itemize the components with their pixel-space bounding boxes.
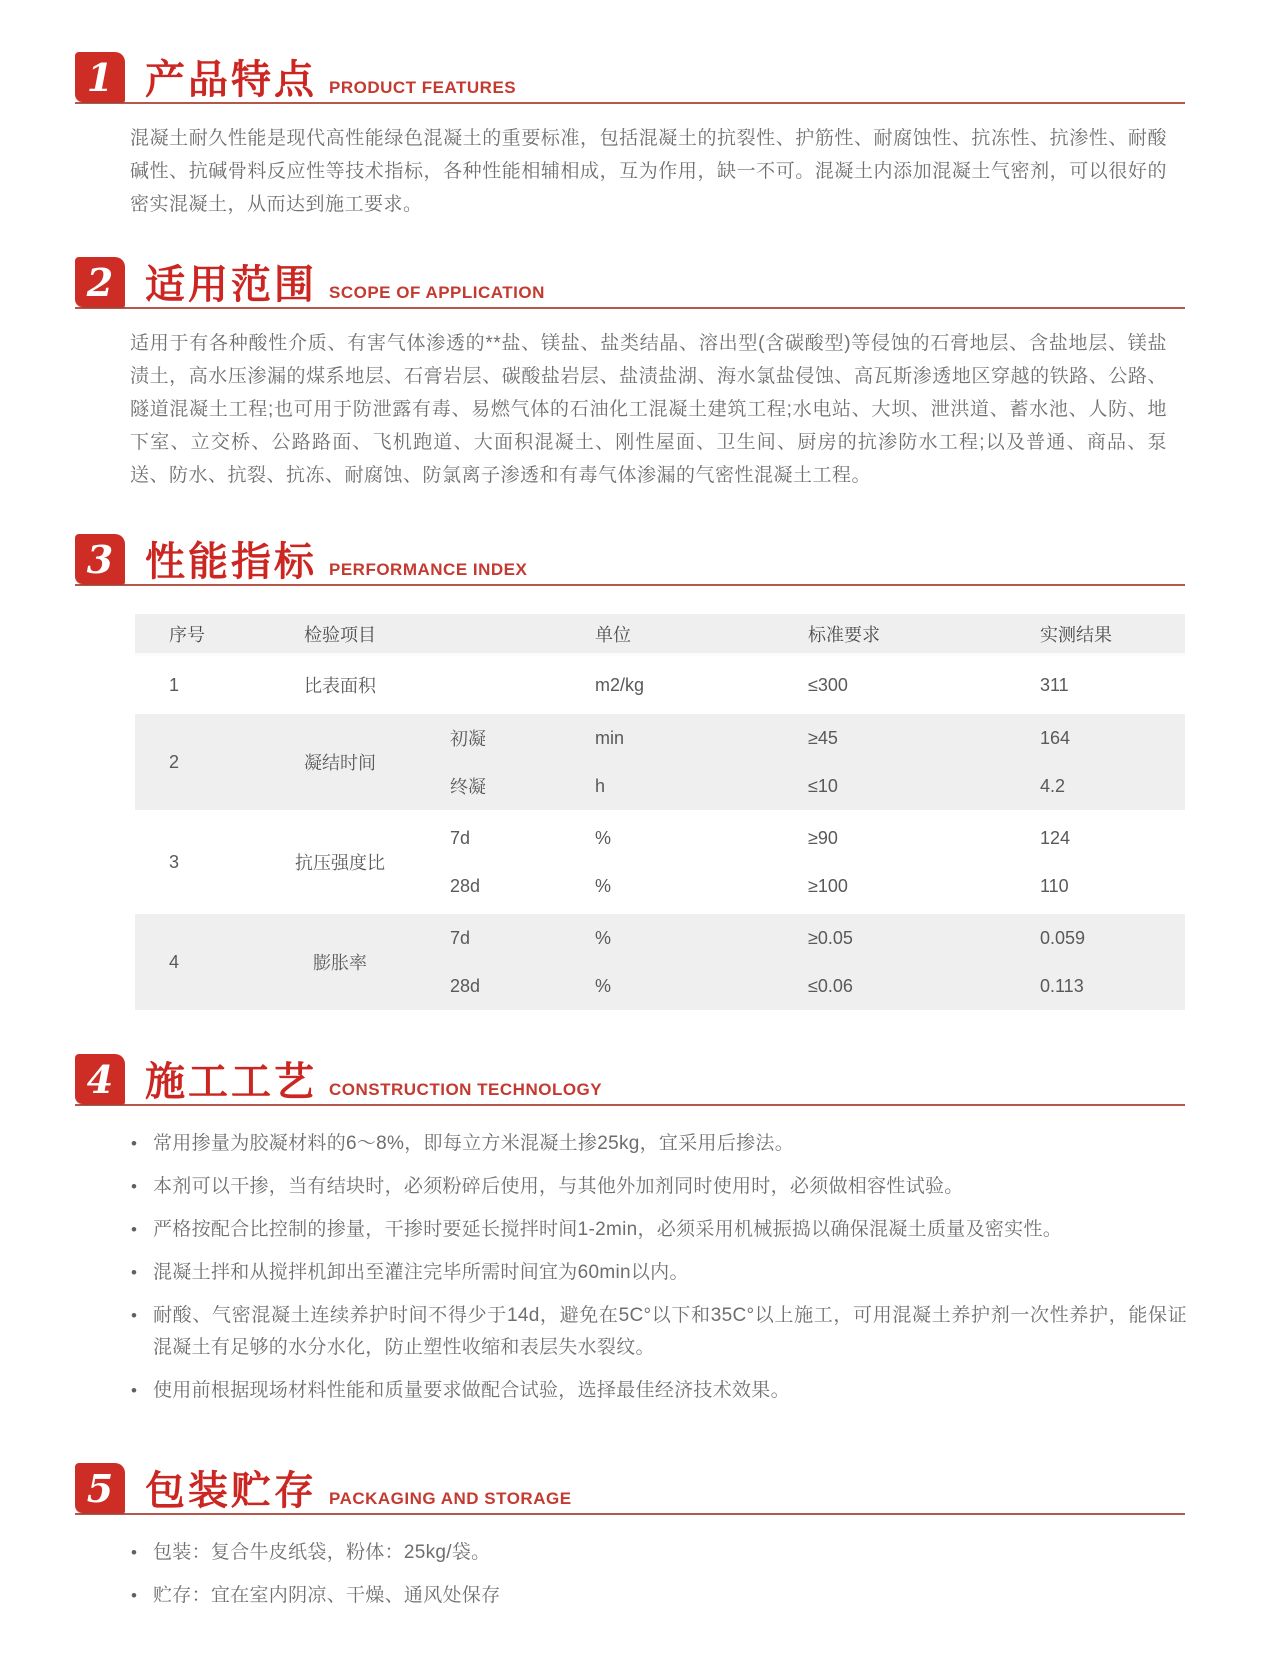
packaging-bullet-list <box>131 1537 1187 1612</box>
construction-bullet-list <box>131 1128 1187 1407</box>
cell-result: 110 <box>1040 875 1069 896</box>
list-item: • 本剂可以干掺，当有结块时，必须粉碎后使用，与其他外加剂同时使用时，必须做相容性试验。 <box>131 1171 1187 1203</box>
section-title-zh: 性能指标 <box>145 540 317 584</box>
col-header-no: 序号 <box>169 624 205 645</box>
bullet-icon: • <box>131 1586 138 1605</box>
section-title-en: PRODUCT FEATURES <box>329 78 517 97</box>
bullet-icon: • <box>131 1306 138 1325</box>
cell-no: 4 <box>169 951 180 972</box>
list-item: • 耐酸、气密混凝土连续养护时间不得少于14d，避免在5C°以下和35C°以上施工，可用混凝土养护剂一次性养护，能保证混凝土有足够的水分水化，防止塑性收缩和表层失水裂纹。 <box>131 1300 1187 1364</box>
col-header-unit: 单位 <box>595 624 631 645</box>
cell-unit: % <box>595 875 612 896</box>
bullet-icon: • <box>131 1381 138 1400</box>
cell-result: 0.113 <box>1040 975 1084 996</box>
cell-standard: ≤10 <box>808 775 838 796</box>
section-construction-technology <box>75 1054 1185 1407</box>
section-title-zh: 适用范围 <box>145 263 317 307</box>
cell-standard: ≤300 <box>808 674 848 695</box>
cell-sub: 7d <box>450 927 471 948</box>
section-title-en: CONSTRUCTION TECHNOLOGY <box>329 1080 603 1099</box>
section-title-en: PERFORMANCE INDEX <box>329 560 528 579</box>
table-row <box>135 914 1185 1010</box>
list-item: • 混凝土拌和从搅拌机卸出至灌注完毕所需时间宜为60min以内。 <box>131 1257 1187 1289</box>
section-scope-of-application <box>75 257 1185 492</box>
section-title-zh: 产品特点 <box>145 58 317 102</box>
table-row <box>135 814 1185 910</box>
bullet-icon: • <box>131 1263 138 1282</box>
section-paragraph: 混凝土耐久性能是现代高性能绿色混凝土的重要标准，包括混凝土的抗裂性、护筋性、耐腐蚀性、抗冻性、抗渗性、耐酸碱性、抗碱骨料反应性等技术指标，各种性能相辅相成，互为作用，缺一不可。混凝土内添加混凝土气密剂，可以很好的密实混凝土，从而达到施工要求。 <box>130 128 1167 215</box>
cell-no: 3 <box>169 851 180 872</box>
bullet-icon: • <box>131 1220 138 1239</box>
col-header-result: 实测结果 <box>1040 624 1112 645</box>
col-header-item: 检验项目 <box>304 624 376 645</box>
performance-table <box>135 614 1185 1010</box>
cell-item: 凝结时间 <box>304 753 376 773</box>
cell-sub: 28d <box>450 975 481 996</box>
section-number-badge: 5 <box>75 1463 125 1513</box>
cell-unit: min <box>595 727 625 748</box>
cell-item: 抗压强度比 <box>295 853 385 873</box>
section-header <box>75 534 1185 586</box>
section-header <box>75 1463 1185 1515</box>
section-product-features <box>75 52 1185 221</box>
table-row <box>135 714 1185 810</box>
list-item: • 包装：复合牛皮纸袋，粉体：25kg/袋。 <box>131 1537 1187 1569</box>
section-title-en: PACKAGING AND STORAGE <box>329 1489 572 1508</box>
section-header <box>75 257 1185 309</box>
section-number-badge: 3 <box>75 534 125 584</box>
bullet-icon: • <box>131 1177 138 1196</box>
cell-sub: 初凝 <box>450 729 486 749</box>
section-number-badge: 4 <box>75 1054 125 1104</box>
list-item: • 使用前根据现场材料性能和质量要求做配合试验，选择最佳经济技术效果。 <box>131 1375 1187 1407</box>
cell-sub: 终凝 <box>450 777 486 797</box>
cell-result: 0.059 <box>1040 927 1086 948</box>
cell-unit: % <box>595 827 612 848</box>
cell-result: 164 <box>1040 727 1071 748</box>
section-header <box>75 52 1185 104</box>
cell-standard: ≥0.05 <box>808 927 853 948</box>
list-item: • 贮存：宜在室内阴凉、干燥、通风处保存 <box>131 1580 1187 1612</box>
section-performance-index <box>75 534 1185 1010</box>
section-number-badge: 1 <box>75 52 125 102</box>
cell-unit: m2/kg <box>595 674 645 695</box>
list-item: • 严格按配合比控制的掺量，干掺时要延长搅拌时间1-2min，必须采用机械振捣以确保混凝土质量及密实性。 <box>131 1214 1187 1246</box>
cell-item: 比表面积 <box>304 676 376 696</box>
cell-result: 124 <box>1040 827 1071 848</box>
list-item: • 常用掺量为胶凝材料的6～8%，即每立方米混凝土掺25kg，宜采用后掺法。 <box>131 1128 1187 1160</box>
section-number-badge: 2 <box>75 257 125 307</box>
cell-no: 1 <box>169 674 180 695</box>
section-title-zh: 施工工艺 <box>145 1060 317 1104</box>
section-title-en: SCOPE OF APPLICATION <box>329 283 545 302</box>
cell-standard: ≤0.06 <box>808 975 853 996</box>
section-header <box>75 1054 1185 1106</box>
cell-standard: ≥90 <box>808 827 838 848</box>
cell-standard: ≥45 <box>808 727 838 748</box>
cell-item: 膨胀率 <box>313 953 367 973</box>
bullet-icon: • <box>131 1134 138 1153</box>
section-packaging-storage <box>75 1463 1185 1612</box>
section-paragraph: 适用于有各种酸性介质、有害气体渗透的**盐、镁盐、盐类结晶、溶出型(含碳酸型)等侵蚀的石膏地层、含盐地层、镁盐渍土，高水压渗漏的煤系地层、石膏岩层、碳酸盐岩层、盐渍盐湖、海水氯盐侵蚀、高瓦斯渗透地区穿越的铁路、公路、隧道混凝土工程;也可用于防泄露有毒、易燃气体的石油化工混凝土建筑工程;水电站、大坝、泄洪道、蓄水池、人防、地下室、立交桥、公路路面、飞机跑道、大面积混凝土、刚性屋面、卫生间、厨房的抗渗防水工程;以及普通、商品、泵送、防水、抗裂、抗冻、耐腐蚀、防氯离子渗透和有毒气体渗漏的气密性混凝土工程。 <box>130 333 1167 486</box>
bullet-icon: • <box>131 1543 138 1562</box>
cell-sub: 28d <box>450 875 481 896</box>
cell-unit: % <box>595 975 612 996</box>
cell-result: 4.2 <box>1040 775 1066 796</box>
cell-no: 2 <box>169 751 180 772</box>
cell-unit: h <box>595 775 606 796</box>
cell-result: 311 <box>1040 674 1069 695</box>
table-row <box>135 660 1185 710</box>
cell-unit: % <box>595 927 612 948</box>
table-header-row <box>135 614 1185 656</box>
cell-sub: 7d <box>450 827 471 848</box>
section-title-zh: 包装贮存 <box>145 1469 317 1513</box>
cell-standard: ≥100 <box>808 875 848 896</box>
col-header-standard: 标准要求 <box>808 624 880 645</box>
